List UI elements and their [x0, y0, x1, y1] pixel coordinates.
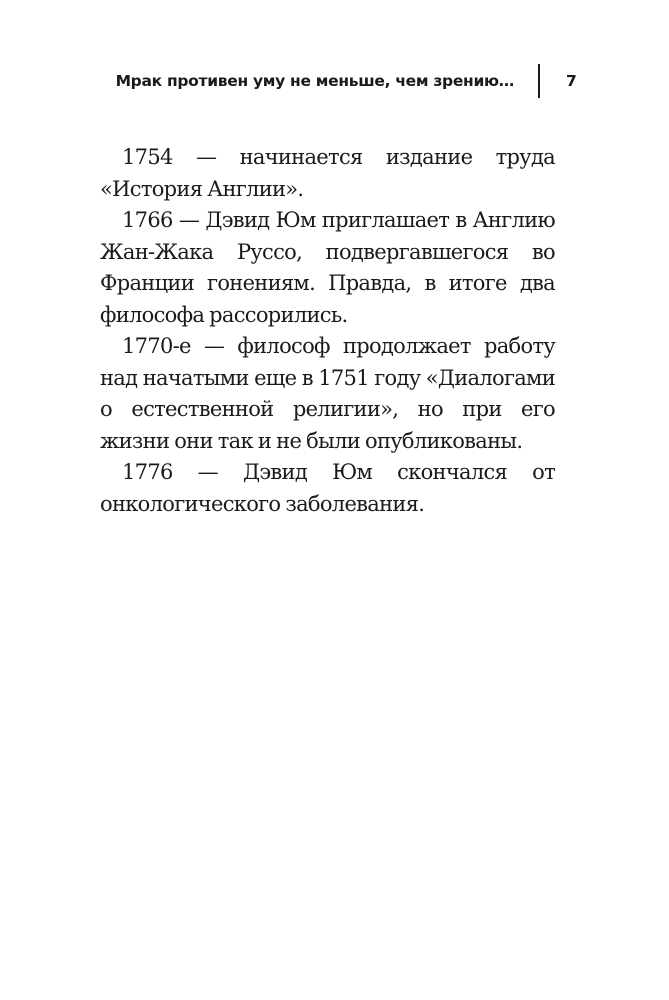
paragraph-1766: 1766 — Дэвид Юм приглашает в Англию Жан-Жака Руссо, подвергавшегося во Франции гонениям. Правда, в итоге два философа рассорились.	[100, 208, 555, 327]
page-number: 7	[566, 72, 577, 90]
header-divider	[538, 64, 540, 98]
paragraph-1770s: 1770-е — философ продолжает работу над начатыми еще в 1751 году «Диалогами о естественной религии», но при его жизни они так и не были опубликованы.	[100, 334, 555, 453]
running-header	[0, 64, 669, 100]
paragraph-1776: 1776 — Дэвид Юм скончался от онкологического заболевания.	[100, 460, 555, 516]
running-title: Мрак противен уму не меньше, чем зрению…	[115, 72, 514, 90]
body-text	[100, 142, 555, 520]
paragraph-1754: 1754 — начинается издание труда «История Англии».	[100, 145, 555, 201]
